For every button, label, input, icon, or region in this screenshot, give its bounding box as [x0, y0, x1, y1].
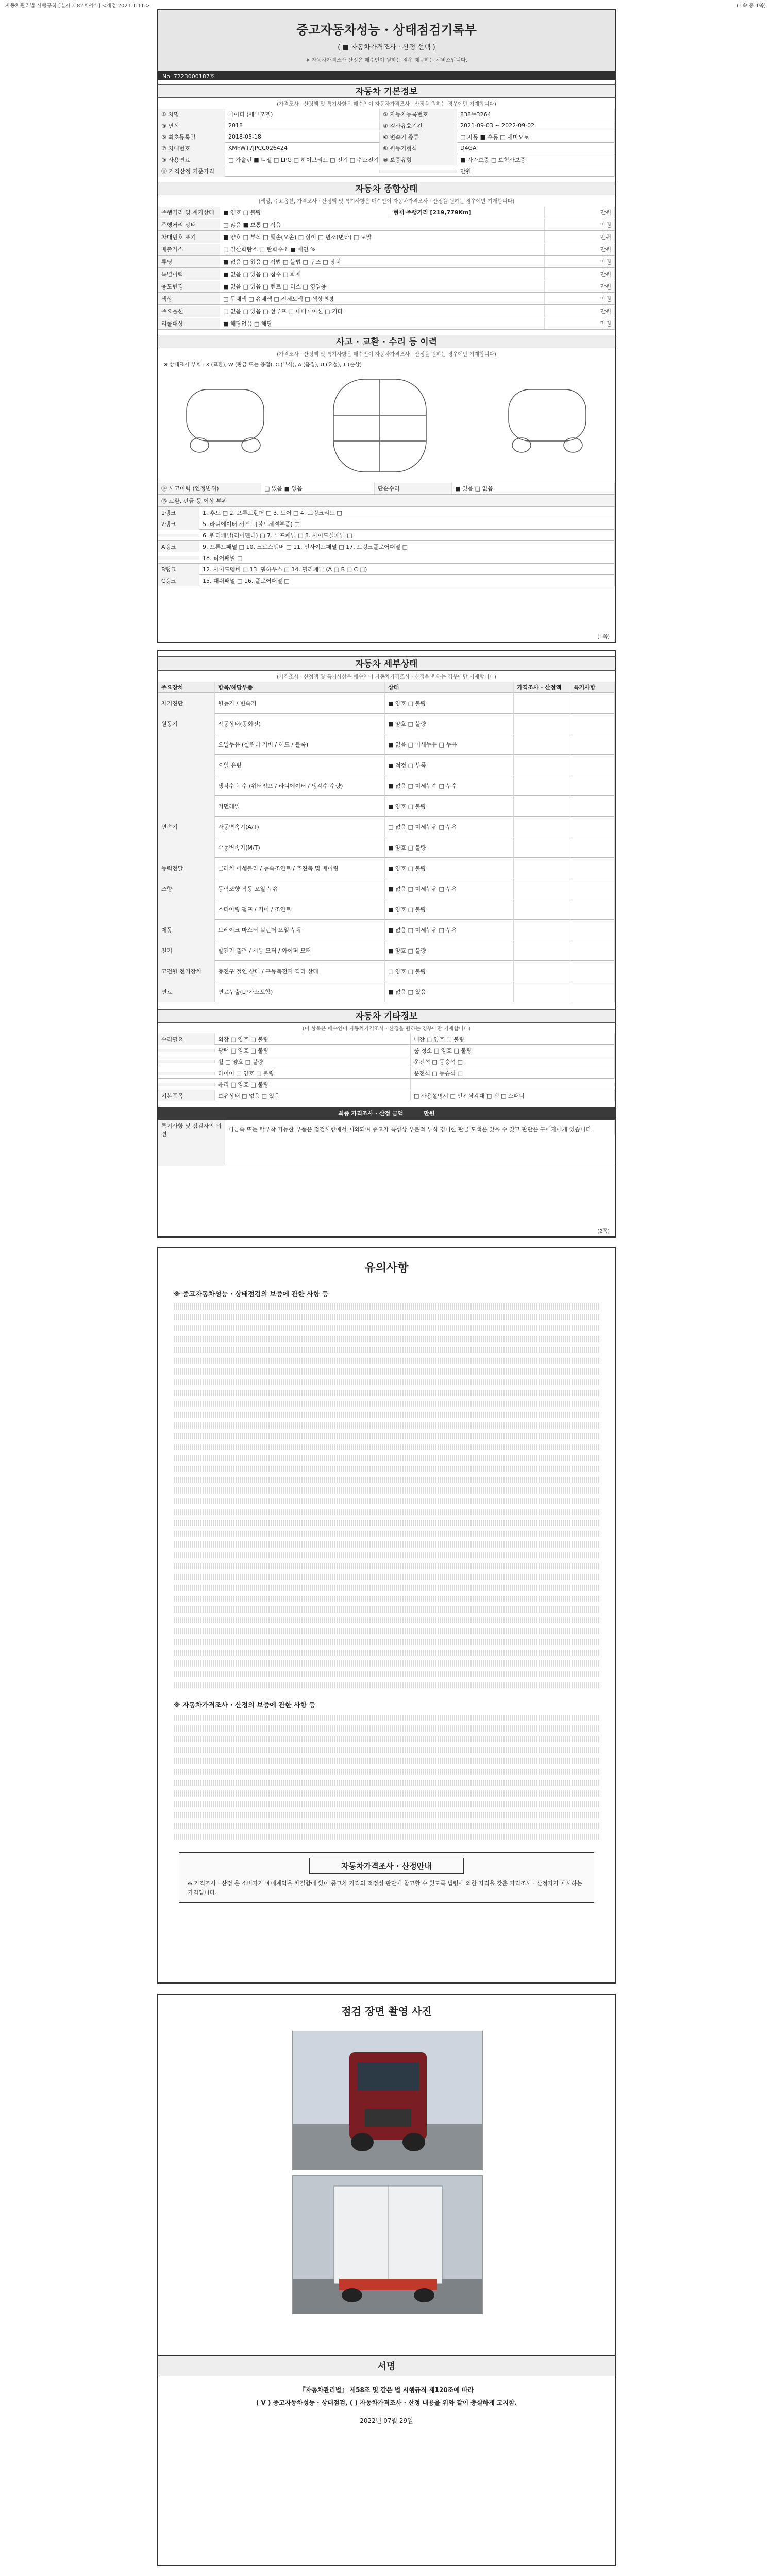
general-status-row: [158, 231, 615, 243]
basic-info-label: ⑪ 가격산정 기준가격: [158, 165, 225, 177]
device-name: [158, 755, 215, 775]
basic-info-label: ① 차명: [158, 109, 225, 120]
notice-body-2: [158, 1715, 615, 1840]
other-label: 기본품목: [158, 1090, 215, 1101]
basic-info-label: ② 자동차등록번호: [380, 109, 457, 120]
price-cell: [514, 940, 570, 961]
document-note: ※ 자동차가격조사·산정은 매수인이 원하는 경우 제공하는 서비스입니다.: [306, 58, 467, 63]
status-label: 용도변경: [158, 281, 220, 292]
notes-cell: [570, 961, 615, 981]
device-name: [158, 796, 215, 817]
status-label: 색상: [158, 293, 220, 304]
document-title: 중고자동차성능 · 상태점검기록부: [296, 22, 477, 37]
form-reference: 자동차관리법 시행규칙 [별지 제82호서식] <개정 2021.1.11.>: [5, 3, 150, 9]
detail-row: [158, 981, 615, 1002]
notes-cell: [570, 981, 615, 1002]
special-notes-label: 특기사항 및 점검자의 의견: [158, 1120, 225, 1166]
item-name: 브레이크 마스터 실린더 오일 누유: [215, 920, 385, 940]
basic-info-value: D4GA: [457, 143, 615, 153]
notice-section-2: ※ 자동차가격조사 · 산정의 보증에 관한 사항 등: [174, 1702, 316, 1709]
price-unit: 만원: [545, 219, 615, 230]
notice-title: 유의사항: [364, 1262, 409, 1275]
basic-info-label: ⑦ 차대번호: [158, 143, 225, 154]
status-value: ■ 없음 □ 있음 □ 적법 □ 불법 □ 구조 □ 장치: [220, 256, 545, 267]
basic-info-subtitle: (가격조사 · 산정액 및 특기사항은 매수인이 자동차가격조사 · 산정을 원하는 경우에만 기재합니다): [277, 101, 496, 107]
rank-label: [158, 556, 199, 560]
accident-history-subtitle: (가격조사 · 산정액 및 특기사항은 매수인이 자동차가격조사 · 산정을 원하는 경우에만 기재합니다): [277, 352, 496, 358]
notes-cell: [570, 837, 615, 858]
accident-table: [158, 482, 615, 586]
other-label: [158, 1083, 215, 1086]
other-value: 외장 □ 양호 □ 불량: [215, 1033, 411, 1045]
signature-date: 2022년 07월 29일: [360, 2417, 413, 2425]
device-name: 연료: [158, 981, 215, 1002]
item-status: ■ 없음 □ 미세누유 □ 누유: [385, 734, 514, 755]
detail-row: [158, 755, 615, 775]
other-value: 운전석 □ 동승석 □: [411, 1067, 615, 1079]
general-status-row: [158, 206, 615, 218]
notes-cell: [570, 940, 615, 961]
status-label: 특별이력: [158, 268, 220, 280]
accident-row: [158, 495, 615, 507]
column-header: 상태: [385, 682, 514, 693]
device-name: [158, 734, 215, 755]
rank-items: 15. 대쉬패널 □ 16. 플로어패널 □: [199, 575, 615, 586]
other-label: [158, 1049, 215, 1052]
price-unit: 만원: [545, 318, 615, 329]
status-label: 배출가스: [158, 244, 220, 255]
status-label: 차대번호 표기: [158, 231, 220, 243]
item-status: ■ 적정 □ 부족: [385, 755, 514, 775]
price-cell: [514, 714, 570, 734]
basic-info-row: [158, 120, 615, 131]
repair-value: ■ 있음 □ 없음: [452, 483, 615, 494]
basic-info-value: 838누3264: [457, 109, 615, 120]
column-header: 가격조사 · 산정액: [514, 682, 570, 693]
rank-items: 6. 쿼터패널(리어펜더) □ 7. 루프패널 □ 8. 사이드실패널 □: [199, 530, 615, 541]
general-status-row: [158, 293, 615, 305]
accident-value: □ 있음 ■ 없음: [261, 483, 375, 494]
notes-cell: [570, 693, 615, 714]
item-name: 클러치 어셈블리 / 등속조인트 / 추진축 및 베어링: [215, 858, 385, 878]
other-value: 광택 □ 양호 □ 불량: [215, 1045, 411, 1056]
price-unit: 만원: [545, 306, 615, 317]
other-label: 수리필요: [158, 1033, 215, 1045]
general-status-row: [158, 268, 615, 280]
rank-items: 18. 리어패널 □: [199, 552, 615, 564]
item-status: ■ 양호 □ 불량: [385, 693, 514, 714]
other-info-row: [158, 1045, 615, 1056]
status-value: ■ 없음 □ 있음 □ 침수 □ 화재: [220, 268, 545, 280]
price-guide-title: 자동차가격조사 · 산정안내: [309, 1858, 464, 1874]
general-status-subtitle: (색상, 주요옵션, 가격조사 · 산정액 및 특기사항은 매수인이 자동차가격조사 · 산정을 원하는 경우에만 기재합니다): [258, 199, 515, 205]
repair-label: 단순수리: [375, 483, 452, 494]
status-value: ■ 양호 □ 부식 □ 훼손(오손) □ 상이 □ 변조(변타) □ 도말: [220, 231, 545, 243]
rank-label: C랭크: [158, 575, 199, 586]
rank-label: B랭크: [158, 564, 199, 575]
item-name: 오일누유 (실린더 커버 / 헤드 / 블록): [215, 734, 385, 755]
price-unit: 만원: [545, 207, 615, 218]
other-value: 유리 □ 양호 □ 불량: [215, 1079, 411, 1090]
price-cell: [514, 734, 570, 755]
rank-label: [158, 534, 199, 537]
detail-row: [158, 693, 615, 714]
final-price-value: 만원: [424, 1110, 435, 1117]
basic-info-row: [158, 109, 615, 120]
detail-row: [158, 796, 615, 817]
detail-row: [158, 878, 615, 899]
device-name: 전기: [158, 940, 215, 961]
basic-info-value: ■ 자가보증 □ 보험사보증: [457, 154, 615, 165]
frame-row: [158, 530, 615, 541]
detail-row: [158, 920, 615, 940]
price-cell: [514, 755, 570, 775]
price-unit: 만원: [545, 256, 615, 267]
notice-section-1: ※ 중고자동차성능 · 상태점검의 보증에 관한 사항 등: [174, 1291, 329, 1298]
item-status: ■ 없음 □ 미세누수 □ 누수: [385, 775, 514, 796]
status-value: □ 많음 ■ 보통 □ 적음: [220, 219, 545, 230]
item-status: ■ 양호 □ 불량: [385, 796, 514, 817]
other-info-row: [158, 1079, 615, 1090]
other-value: 운전석 □ 동승석 □: [411, 1056, 615, 1067]
detail-row: [158, 714, 615, 734]
page-2: [157, 650, 616, 1238]
general-status-row: [158, 256, 615, 268]
other-value: 내장 □ 양호 □ 불량: [411, 1033, 615, 1045]
price-cell: [514, 817, 570, 837]
basic-info-value: [225, 170, 380, 173]
special-notes-text: 비금속 또는 탈부착 가능한 부품은 점검사항에서 제외되며 중고차 특성상 부분적 부식 경미한 판금 도색은 있을 수 있고 판단은 구매자에게 있습니다.: [225, 1120, 615, 1135]
status-value: ■ 없음 □ 있음 □ 렌트 □ 리스 □ 영업용: [220, 281, 545, 292]
other-label: [158, 1072, 215, 1075]
signature-statement-2: ( V ) 중고자동차성능 · 상태점검, ( ) 자동차가격조사 · 산정 내용을 위와 같이 충실하게 고지함.: [256, 2399, 517, 2406]
general-status-title: 자동차 종합상태: [158, 182, 615, 195]
basic-info-title: 자동차 기본정보: [158, 84, 615, 98]
general-status-row: [158, 317, 615, 330]
rank-items: 12. 사이드멤버 □ 13. 휠하우스 □ 14. 필러패널 (A □ B □ C □): [199, 564, 615, 575]
frame-row: [158, 552, 615, 564]
page-number: (1쪽): [597, 634, 610, 640]
price-cell: [514, 961, 570, 981]
rank-label: 2랭크: [158, 518, 199, 530]
signature-section: [158, 2355, 615, 2425]
basic-info-row: [158, 154, 615, 165]
basic-info-value: 2018-05-18: [225, 132, 380, 142]
frame-row: [158, 518, 615, 530]
item-name: 커먼레일: [215, 796, 385, 817]
rank-items: 5. 라디에이터 서포트(볼트체결부품) □: [199, 518, 615, 530]
item-status: □ 없음 □ 미세누유 □ 누유: [385, 817, 514, 837]
status-value: ■ 해당없음 □ 해당: [220, 318, 545, 329]
frame-row: [158, 507, 615, 518]
page-3: [157, 1247, 616, 1984]
price-cell: [514, 920, 570, 940]
detail-row: [158, 837, 615, 858]
basic-info-row: [158, 131, 615, 143]
item-name: 충전구 절연 상태 / 구동축전지 격리 상태: [215, 961, 385, 981]
item-status: ■ 양호 □ 불량: [385, 940, 514, 961]
basic-info-value: 2018: [225, 121, 380, 130]
price-unit: 만원: [545, 244, 615, 255]
general-status-row: [158, 243, 615, 256]
basic-info-label: ③ 연식: [158, 120, 225, 131]
vehicle-front-photo: [292, 2031, 483, 2170]
basic-info-row: [158, 143, 615, 154]
vehicle-outline-graphic: [158, 369, 615, 482]
item-name: 연료누출(LP가스포함): [215, 981, 385, 1002]
device-name: 고전원 전기장치: [158, 961, 215, 981]
other-info-row: [158, 1056, 615, 1067]
basic-info-value: 만원: [457, 165, 615, 177]
status-label: 주행거리 및 계기상태: [158, 207, 220, 218]
status-value: □ 무채색 □ 유채색 □ 전체도색 □ 색상변경: [220, 293, 545, 304]
basic-info-label: ⑩ 보증유형: [380, 154, 457, 165]
general-status-row: [158, 305, 615, 317]
item-status: ■ 양호 □ 불량: [385, 837, 514, 858]
item-status: ■ 없음 □ 미세누유 □ 누유: [385, 920, 514, 940]
mileage-value: 현재 주행거리 [219,779Km]: [390, 207, 545, 218]
notes-cell: [570, 775, 615, 796]
basic-info-label: ⑧ 원동기형식: [380, 143, 457, 154]
detail-row: [158, 817, 615, 837]
general-status-table: [158, 206, 615, 330]
column-header: 항목/해당부품: [215, 682, 385, 693]
page-4: [157, 1994, 616, 2566]
status-value: □ 일산화탄소 □ 탄화수소 ■ 매연 %: [220, 244, 545, 255]
basic-info-label: ④ 검사유효기간: [380, 120, 457, 131]
basic-info-row: [158, 165, 615, 177]
truck-rear-image: [293, 2176, 482, 2314]
detail-status-title: 자동차 세부상태: [158, 656, 615, 671]
other-value: □ 사용설명서 □ 안전삼각대 □ 잭 □ 스패너: [411, 1090, 615, 1101]
basic-info-value: KMFWT7JPCC026424: [225, 143, 380, 153]
frame-row: [158, 541, 615, 552]
other-info-row: [158, 1033, 615, 1045]
rank-label: A랭크: [158, 541, 199, 552]
price-guide-text: ※ 가격조사 · 산정 은 소비자가 매매계약을 체결함에 있어 중고차 가격의 적정성 판단에 참고할 수 있도록 법령에 의한 자격을 갖춘 가격조사 · 산정자가 제시하는 가격입니다.: [188, 1880, 583, 1896]
accident-row: [158, 482, 615, 495]
other-value: 보유상태 □ 없음 □ 있음: [215, 1090, 411, 1101]
price-cell: [514, 899, 570, 920]
photo-section-title: 점검 장면 촬영 사진: [341, 2005, 432, 2018]
detail-row: [158, 899, 615, 920]
item-status: ■ 양호 □ 불량: [385, 858, 514, 878]
accident-label: ⑭ 사고이력 (인정범위): [158, 483, 261, 494]
item-name: 동력조향 작동 오일 누유: [215, 878, 385, 899]
other-value: 타이어 □ 양호 □ 불량: [215, 1067, 411, 1079]
item-status: ■ 없음 □ 미세누유 □ 누유: [385, 878, 514, 899]
notes-cell: [570, 878, 615, 899]
price-cell: [514, 693, 570, 714]
final-price-row: [158, 1107, 615, 1120]
detail-row: [158, 940, 615, 961]
device-name: 조향: [158, 878, 215, 899]
price-cell: [514, 981, 570, 1002]
item-name: 자동변속기(A/T): [215, 817, 385, 837]
item-status: ■ 양호 □ 불량: [385, 714, 514, 734]
item-status: ■ 없음 □ 있음: [385, 981, 514, 1002]
other-label: [158, 1060, 215, 1063]
status-value: □ 없음 □ 있음 □ 선루프 □ 내비게이션 □ 기타: [220, 306, 545, 317]
device-name: [158, 837, 215, 858]
notes-cell: [570, 714, 615, 734]
rank-label: 1랭크: [158, 507, 199, 518]
status-label: 튜닝: [158, 256, 220, 267]
basic-info-value: □ 자동 ■ 수동 □ 세미오토: [457, 131, 615, 143]
item-status: □ 양호 □ 불량: [385, 961, 514, 981]
other-info-row: [158, 1090, 615, 1101]
notes-cell: [570, 734, 615, 755]
price-unit: 만원: [545, 231, 615, 243]
accident-history-title: 사고 · 교환 · 수리 등 이력: [158, 335, 615, 348]
basic-info-label: ⑥ 변속기 종류: [380, 131, 457, 143]
status-value: ■ 양호 □ 불량: [220, 207, 390, 218]
notice-body-1: [158, 1303, 615, 1688]
other-value: 휠 □ 양호 □ 불량: [215, 1056, 411, 1067]
basic-info-label: ⑤ 최초등록일: [158, 131, 225, 143]
price-cell: [514, 796, 570, 817]
item-status: ■ 양호 □ 불량: [385, 899, 514, 920]
other-info-subtitle: (이 항목은 매수인이 자동차가격조사 · 산정을 원하는 경우에만 기재합니다): [302, 1026, 471, 1032]
truck-front-image: [293, 2031, 482, 2170]
basic-info-value: □ 가솔린 ■ 디젤 □ LPG □ 하이브리드 □ 전기 □ 수소전기: [225, 154, 380, 165]
vehicle-diagram: [158, 369, 615, 482]
general-status-row: [158, 218, 615, 231]
device-name: [158, 775, 215, 796]
detail-row: [158, 734, 615, 755]
item-name: 작동상태(공회전): [215, 714, 385, 734]
price-unit: 만원: [545, 293, 615, 304]
other-value: [411, 1083, 615, 1086]
form-header-line: [0, 0, 773, 8]
device-name: 변속기: [158, 817, 215, 837]
detail-row: [158, 775, 615, 796]
status-label: 리콜대상: [158, 318, 220, 329]
basic-info-label: ⑨ 사용연료: [158, 154, 225, 165]
page-number: (2쪽): [597, 1229, 610, 1234]
detail-header-row: [158, 682, 615, 693]
notes-cell: [570, 920, 615, 940]
rank-items: 1. 후드 □ 2. 프론트휀더 □ 3. 도어 □ 4. 트렁크리드 □: [199, 507, 615, 518]
price-unit: 만원: [545, 268, 615, 280]
signature-statement-1: 『자동차관리법』 제58조 및 같은 법 시행규칙 제120조에 따라: [299, 2386, 474, 2394]
device-name: 제동: [158, 920, 215, 940]
price-guide-box: [179, 1852, 594, 1903]
column-header: 주요장치: [158, 682, 215, 693]
device-name: 자기진단: [158, 693, 215, 714]
basic-info-label: [380, 170, 457, 173]
detail-row: [158, 961, 615, 981]
item-name: 원동기 / 변속기: [215, 693, 385, 714]
accident-legend: ※ 상태표시 부호 : X (교환), W (판금 또는 용접), C (부식), A (흠집), U (요철), T (손상): [163, 362, 362, 368]
detail-status-subtitle: (가격조사 · 산정액 및 특기사항은 매수인이 자동차가격조사 · 산정을 원하는 경우에만 기재합니다): [277, 674, 496, 680]
column-header: 특기사항: [570, 682, 615, 693]
detail-table: [158, 693, 615, 1002]
device-name: 동력전달: [158, 858, 215, 878]
price-unit: 만원: [545, 281, 615, 292]
final-price-label: 최종 가격조사 · 산정 금액: [338, 1110, 404, 1117]
accident-label: ⑮ 교환, 판금 등 이상 부위: [158, 495, 615, 506]
document-number: No. 7223000187호: [158, 71, 615, 80]
basic-info-value: 마이티 (세부모델): [225, 109, 380, 120]
price-cell: [514, 775, 570, 796]
form-page-count: (1쪽 중 1쪽): [737, 3, 766, 9]
other-info-table: [158, 1033, 615, 1101]
item-name: 수동변속기(M/T): [215, 837, 385, 858]
item-name: 스티어링 펌프 / 기어 / 조인트: [215, 899, 385, 920]
special-notes-row: [158, 1120, 615, 1166]
price-cell: [514, 837, 570, 858]
device-name: 원동기: [158, 714, 215, 734]
page-1: [157, 9, 616, 643]
notes-cell: [570, 899, 615, 920]
basic-info-value: 2021-09-03 ~ 2022-09-02: [457, 121, 615, 130]
other-value: 룸 청소 □ 양호 □ 불량: [411, 1045, 615, 1056]
price-cell: [514, 878, 570, 899]
detail-row: [158, 858, 615, 878]
item-name: 발전기 출력 / 시동 모터 / 와이퍼 모터: [215, 940, 385, 961]
notes-cell: [570, 817, 615, 837]
other-info-row: [158, 1067, 615, 1079]
frame-row: [158, 564, 615, 575]
basic-info-table: [158, 109, 615, 177]
document-header: [158, 10, 615, 71]
notes-cell: [570, 858, 615, 878]
notes-cell: [570, 796, 615, 817]
vehicle-rear-photo: [292, 2175, 483, 2314]
notes-cell: [570, 755, 615, 775]
status-label: 주요옵션: [158, 306, 220, 317]
price-cell: [514, 858, 570, 878]
item-name: 냉각수 누수 (워터펌프 / 라디에이터 / 냉각수 수량): [215, 775, 385, 796]
frame-row: [158, 575, 615, 586]
rank-items: 9. 프론트패널 □ 10. 크로스멤버 □ 11. 인사이드패널 □ 17. 트렁크플로어패널 □: [199, 541, 615, 552]
device-name: [158, 899, 215, 920]
general-status-row: [158, 280, 615, 293]
status-label: 주행거리 상태: [158, 219, 220, 230]
signature-title: 서명: [158, 2356, 615, 2376]
document-subtitle: ( ■ 자동차가격조사 · 산정 선택 ): [338, 44, 435, 52]
item-name: 오일 유량: [215, 755, 385, 775]
other-info-title: 자동차 기타정보: [158, 1009, 615, 1023]
